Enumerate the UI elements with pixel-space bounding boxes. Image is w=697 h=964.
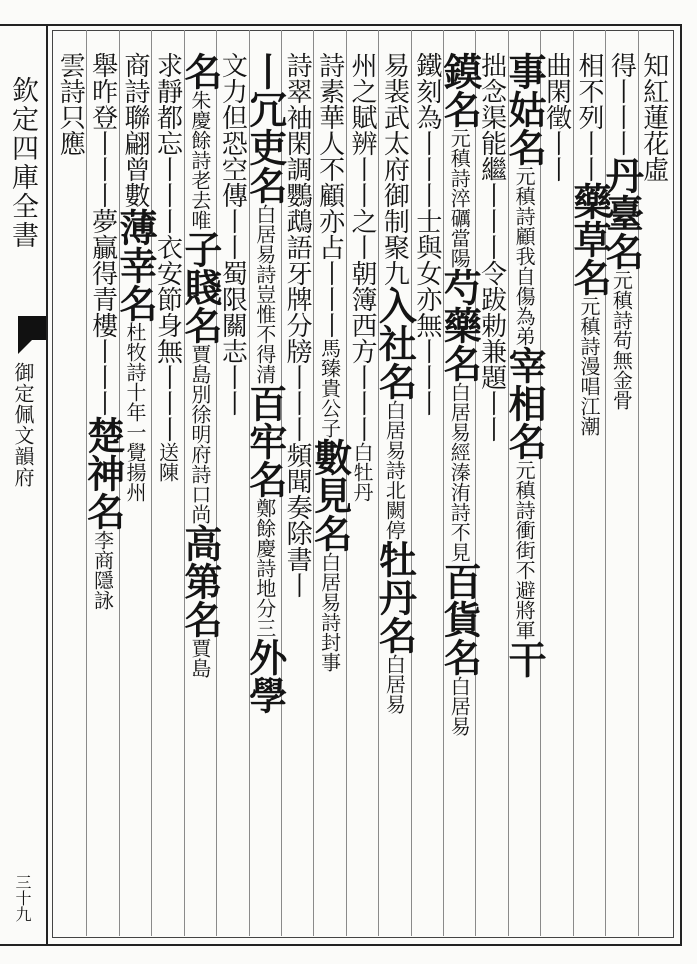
entry-headword: 入社名 (372, 286, 418, 400)
entry-text: 令跋勅兼題丨丨 (476, 260, 507, 442)
entry-source: 白居易詩北闕停 (382, 400, 407, 540)
entry-text: 詩翠袖閑調鸚鵡語牙牌分牓丨丨丨 (282, 52, 313, 442)
entry-text: 鐵刻為丨丨丨 (411, 52, 442, 208)
entry-text: 相不列丨丨 (573, 52, 604, 182)
entry-text: 頻聞奏除書丨 (282, 442, 313, 598)
entry-headword: 芍藥名 (437, 268, 483, 382)
fishtail-mark-tip (18, 340, 46, 354)
entry-text: 夢贏得青樓丨丨丨 (87, 208, 118, 416)
entry-text: 拙念渠能繼丨丨丨 (476, 52, 507, 260)
fishtail-mark (18, 316, 46, 340)
entry-text: 求靜都忘丨丨丨 (152, 52, 183, 234)
section-title: 御定佩文韻府 (11, 362, 35, 488)
page-margin (0, 24, 46, 946)
entry-source: 鄭餘慶詩地分三 (252, 498, 277, 638)
entry-source: 白居易經溱洧詩不見 (447, 382, 472, 562)
entry-headword: 高第名 (177, 524, 223, 638)
entry-text: 文力但恐空傳丨丨 (217, 52, 248, 260)
entry-text: 州之賦辨丨丨之丨 (347, 52, 377, 260)
entry-headword: 藥草名 (566, 182, 612, 296)
entry-source: 元稹詩顧我自傷為弟 (512, 166, 537, 346)
entry-headword: 名 (177, 52, 223, 90)
entry-text: 士與女亦無丨丨丨 (411, 208, 442, 416)
entry-source: 杜牧詩十年一覺揚州 (123, 322, 148, 502)
entry-text: 舉昨登丨丨丨 (87, 52, 118, 208)
entry-headword: 宰相名 (502, 346, 548, 460)
entry-text: 易裴武太府御制聚九 (379, 52, 410, 286)
entry-source: 白居易 (447, 676, 472, 736)
entry-source: 白居易詩封事 (317, 552, 342, 672)
entry-headword: 薄幸名 (113, 208, 159, 322)
entry-text: 曲閑徵丨丨 (541, 52, 572, 182)
entry-text: 得丨丨丨 (606, 52, 637, 156)
entry-source: 白居易詩豈惟不得清 (252, 204, 277, 384)
entry-text: 知紅蓮花虛 (638, 52, 669, 182)
entry-text: 衣安節身無丨丨丨 (152, 234, 183, 442)
entry-source: 元稹詩苟無金骨 (609, 270, 634, 410)
entry-headword: 鏌名 (437, 52, 483, 128)
entry-source: 白居易 (382, 654, 407, 714)
entry-source: 賈島 (187, 638, 212, 678)
entry-headword: 楚神名 (80, 416, 126, 530)
entry-text: 蜀限關志丨丨 (217, 260, 248, 416)
entry-headword: 外學 (242, 638, 288, 714)
entry-source: 元稹詩漫唱江潮 (576, 296, 601, 436)
entry-source: 馬臻貴公子 (317, 338, 342, 438)
entry-headword: 丹臺名 (599, 156, 645, 270)
entry-text: 詩素華人不顧亦占丨丨丨 (314, 52, 345, 338)
entry-headword: 百牢名 (242, 384, 288, 498)
page-number: 三十九 (13, 874, 32, 922)
entry-source: 朱慶餘詩老去唯 (187, 90, 212, 230)
entry-text: 朝簿西方丨丨丨 (347, 260, 377, 442)
entry-source: 李商隱詠 (90, 530, 115, 610)
entry-source: 賈島別徐明府詩口 (187, 344, 212, 504)
entry-text: 商詩聯翩曾數 (120, 52, 151, 208)
entry-headword: 百貨名 (437, 562, 483, 676)
book-title: 欽定四庫全書 (7, 76, 38, 250)
entry-source: 尚 (187, 504, 212, 524)
entry-headword: 干 (502, 640, 548, 678)
entry-headword: 牡丹名 (372, 540, 418, 654)
entry-headword: 數見名 (307, 438, 353, 552)
entry-source: 元稹詩衝街不避將軍 (512, 460, 537, 640)
entry-headword: 丨冗吏名 (242, 52, 288, 204)
entry-headword: 事姑名 (502, 52, 548, 166)
entry-source: 白牡丹 (350, 442, 374, 502)
text-column (47, 52, 93, 932)
entry-source: 送陳 (155, 442, 180, 482)
entry-text: 雲詩只應 (55, 52, 86, 156)
entry-headword: 子賤名 (177, 230, 223, 344)
entry-source: 元稹詩淬礪當陽 (447, 128, 472, 268)
